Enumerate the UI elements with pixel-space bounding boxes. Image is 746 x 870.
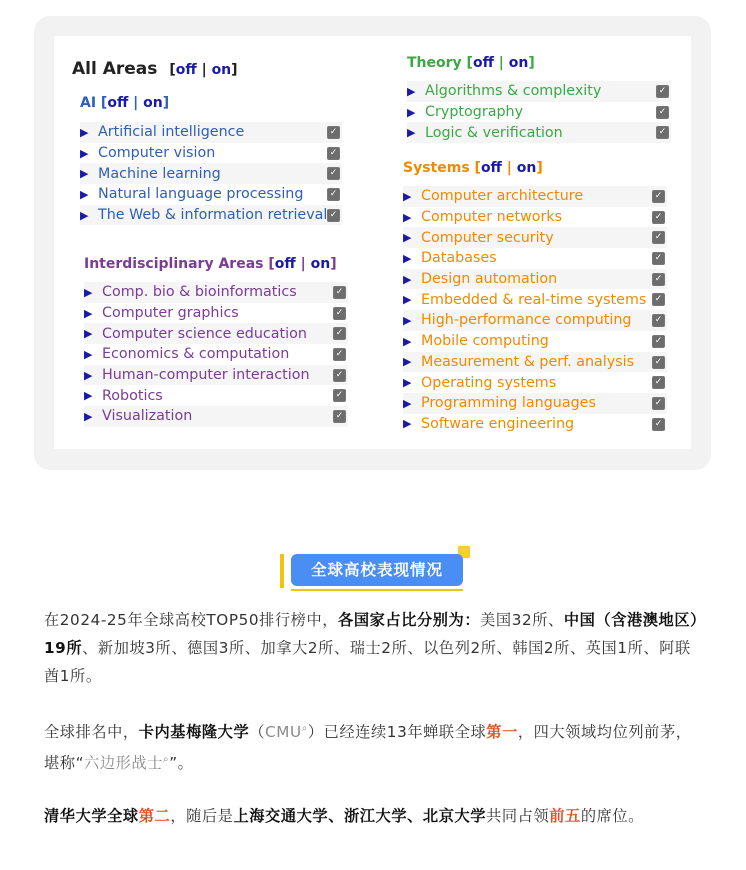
expand-arrow-icon[interactable]: ▶ [407,84,416,98]
text: 、新加坡3所、德国3所、加拿大2所、瑞士2所、以色列2所、韩国2所、英国1所、阿联酋1所。 [44,639,691,685]
text: 的席位。 [580,807,644,825]
area-label: Programming languages [421,395,596,412]
bold-text: 清华大学全球 [44,807,139,825]
area-label: Mobile computing [421,333,549,350]
area-label: Computer science education [102,325,307,342]
checkbox[interactable]: ✓ [333,369,346,382]
interdisciplinary-on-link[interactable]: on [310,256,331,272]
text: 共同占领 [486,807,550,825]
bracket: [ [466,55,473,71]
expand-arrow-icon[interactable]: ▶ [84,368,93,382]
expand-arrow-icon[interactable]: ▶ [80,146,89,160]
theory-off-link[interactable]: off [472,55,494,71]
area-row[interactable] [403,331,667,352]
area-label: Computer vision [98,145,216,162]
area-row[interactable] [84,282,348,303]
bracket: [ [474,160,481,176]
area-label: Cryptography [425,104,524,121]
area-row[interactable] [84,323,348,344]
expand-arrow-icon[interactable]: ▶ [403,376,412,390]
paragraph-tsinghua [44,802,704,830]
section-banner [280,546,470,594]
all-areas-title: All Areas [72,59,158,79]
text: （ [249,723,266,742]
checkbox[interactable]: ✓ [652,376,665,389]
paragraph-cmu [44,715,704,777]
expand-arrow-icon[interactable]: ▶ [407,105,416,119]
checkbox[interactable]: ✓ [652,418,665,431]
separator: | [133,95,139,111]
checkbox[interactable]: ✓ [327,209,340,222]
link-text: 六边形战士 [84,754,163,773]
bold-text: 上海交通大学、浙江大学、北京大学 [233,807,487,825]
banner-title: 全球高校表现情况 [291,554,463,586]
checkbox[interactable]: ✓ [652,314,665,327]
text: ）已经连续13年蝉联全球 [307,723,487,742]
checkbox[interactable]: ✓ [327,126,340,139]
checkbox[interactable]: ✓ [652,397,665,410]
ai-title: AI [80,95,97,111]
expand-arrow-icon[interactable]: ▶ [80,167,89,181]
expand-arrow-icon[interactable]: ▶ [403,417,412,431]
bracket: [ [100,95,108,111]
checkbox[interactable]: ✓ [652,211,665,224]
expand-arrow-icon[interactable]: ▶ [403,355,412,369]
checkbox[interactable]: ✓ [333,389,346,402]
expand-arrow-icon[interactable]: ▶ [403,396,412,410]
checkbox[interactable]: ✓ [652,335,665,348]
text: 在2024-25年全球高校TOP50排行榜中， [44,611,339,629]
area-label: Algorithms & complexity [425,83,602,100]
search-icon: ⌕ [301,723,308,734]
bold-text: 卡内基梅隆大学 [138,723,250,742]
area-row[interactable] [80,143,342,164]
area-label: Design automation [421,271,558,288]
bracket: ] [536,160,543,176]
checkbox[interactable]: ✓ [333,410,346,423]
expand-arrow-icon[interactable]: ▶ [84,327,93,341]
ai-list [80,122,342,225]
checkbox[interactable]: ✓ [327,147,340,160]
area-label: High-performance computing [421,312,632,329]
area-row[interactable] [84,303,348,324]
expand-arrow-icon[interactable]: ▶ [403,272,412,286]
area-label: Computer security [421,229,554,246]
all-areas-off-link[interactable]: off [175,62,197,78]
systems-header [403,160,543,176]
expand-arrow-icon[interactable]: ▶ [80,125,89,139]
area-label: Machine learning [98,165,221,182]
text: 美国32所、 [480,611,564,629]
interdisciplinary-header [84,256,337,272]
expand-arrow-icon[interactable]: ▶ [80,187,89,201]
separator: | [201,62,207,78]
area-label: Human-computer interaction [102,367,310,384]
expand-arrow-icon[interactable]: ▶ [80,208,89,222]
checkbox[interactable]: ✓ [652,190,665,203]
systems-on-link[interactable]: on [516,160,537,176]
interdisciplinary-off-link[interactable]: off [274,256,296,272]
bold-text: 中国（含港澳地区）19所 [44,611,699,657]
checkbox[interactable]: ✓ [656,106,669,119]
area-label: Robotics [102,387,163,404]
theory-header [407,55,535,71]
area-label: The Web & information retrieval [98,207,328,224]
expand-arrow-icon[interactable]: ▶ [84,389,93,403]
checkbox[interactable]: ✓ [652,356,665,369]
interdisciplinary-title: Interdisciplinary Areas [84,256,264,272]
ai-off-link[interactable]: off [107,95,129,111]
expand-arrow-icon[interactable]: ▶ [403,231,412,245]
area-row[interactable] [403,269,667,290]
bracket: ] [528,55,535,71]
highlight-text: 前五 [549,807,581,825]
area-label: Economics & computation [102,346,290,363]
expand-arrow-icon[interactable]: ▶ [403,251,412,265]
area-row[interactable] [80,122,342,143]
ai-on-link[interactable]: on [143,95,163,111]
area-row[interactable] [80,205,342,226]
checkbox[interactable]: ✓ [333,307,346,320]
expand-arrow-icon[interactable]: ▶ [84,409,93,423]
theory-title: Theory [407,55,462,71]
bracket: ] [330,256,337,272]
bracket: [ [169,62,176,78]
checkbox[interactable]: ✓ [333,348,346,361]
area-label: Comp. bio & bioinformatics [102,284,297,301]
area-row[interactable] [407,122,671,143]
area-row[interactable] [84,365,348,386]
area-row[interactable] [403,207,667,228]
banner-accent-bar [280,554,284,588]
search-icon: ⌕ [162,754,170,766]
expand-arrow-icon[interactable]: ▶ [84,347,93,361]
area-row[interactable] [80,184,342,205]
area-row[interactable] [407,81,671,102]
checkbox[interactable]: ✓ [652,273,665,286]
all-areas-on-link[interactable]: on [211,62,232,78]
area-label: Computer architecture [421,188,584,205]
checkbox[interactable]: ✓ [652,293,665,306]
area-row[interactable] [403,414,667,435]
interdisciplinary-list [84,282,348,427]
area-label: Logic & verification [425,124,563,141]
paragraph-country-share [44,606,704,690]
systems-off-link[interactable]: off [480,160,502,176]
areas-panel [54,36,691,449]
area-label: Computer graphics [102,305,239,322]
bracket: ] [162,95,170,111]
banner-underline [291,589,463,591]
area-row[interactable] [403,352,667,373]
area-label: Visualization [102,408,193,425]
expand-arrow-icon[interactable]: ▶ [403,313,412,327]
theory-list [407,81,671,143]
area-row[interactable] [403,248,667,269]
checkbox[interactable]: ✓ [656,126,669,139]
checkbox[interactable]: ✓ [327,188,340,201]
text: ，四大领域均位列前茅，堪称“ [44,723,692,773]
text: ，随后是 [170,807,234,825]
ai-header [80,95,169,111]
expand-arrow-icon[interactable]: ▶ [403,293,412,307]
area-row[interactable] [403,289,667,310]
area-row[interactable] [403,393,667,414]
area-label: Databases [421,250,497,267]
systems-list [403,186,667,434]
checkbox[interactable]: ✓ [656,85,669,98]
expand-arrow-icon[interactable]: ▶ [403,334,412,348]
area-label: Measurement & perf. analysis [421,353,635,370]
area-row[interactable] [403,227,667,248]
expand-arrow-icon[interactable]: ▶ [84,306,93,320]
area-label: Natural language processing [98,186,304,203]
all-areas-header [72,59,238,79]
area-row[interactable] [84,344,348,365]
highlight-text: 第二 [138,807,171,825]
area-row[interactable] [84,406,348,427]
text: 全球排名中， [44,723,139,742]
area-row[interactable] [403,372,667,393]
checkbox[interactable]: ✓ [333,327,346,340]
separator: | [506,160,512,176]
area-label: Operating systems [421,374,557,391]
area-row[interactable] [407,102,671,123]
bracket: ] [231,62,238,78]
expand-arrow-icon[interactable]: ▶ [84,285,93,299]
separator: | [498,55,504,71]
cmu-search-link[interactable] [265,723,308,741]
area-label: Software engineering [421,415,575,432]
hexagon-warrior-search-link[interactable] [84,754,169,772]
expand-arrow-icon[interactable]: ▶ [407,126,416,140]
area-row[interactable] [84,385,348,406]
theory-on-link[interactable]: on [508,55,529,71]
checkbox[interactable]: ✓ [652,252,665,265]
area-row[interactable] [80,163,342,184]
area-row[interactable] [403,310,667,331]
checkbox[interactable]: ✓ [333,286,346,299]
expand-arrow-icon[interactable]: ▶ [403,189,412,203]
area-label: Artificial intelligence [98,124,245,141]
checkbox[interactable]: ✓ [327,167,340,180]
systems-title: Systems [403,160,470,176]
expand-arrow-icon[interactable]: ▶ [403,210,412,224]
area-label: Computer networks [421,209,563,226]
bracket: [ [268,256,275,272]
area-row[interactable] [403,186,667,207]
separator: | [300,256,306,272]
checkbox[interactable]: ✓ [652,231,665,244]
area-label: Embedded & real-time systems [421,291,647,308]
highlight-text: 第一 [486,723,518,742]
link-text: CMU [265,723,302,742]
text: ”。 [169,754,194,773]
bold-text: 各国家占比分别为： [338,611,481,629]
